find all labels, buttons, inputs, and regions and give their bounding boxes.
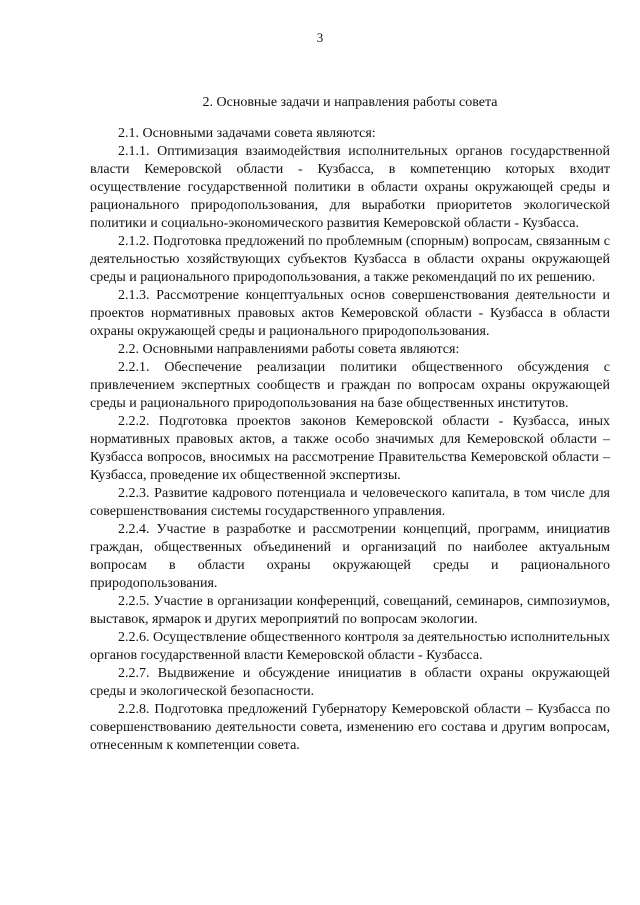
document-body — [90, 94, 610, 755]
paragraph-2-2-1: 2.2.1. Обеспечение реализации политики общественного обсуждения с привлечением экспертных сообществ и граждан по вопросам охраны окружающей среды и рационального природопользования на базе общественных институтов. — [90, 360, 610, 411]
paragraph-2-2-8: 2.2.8. Подготовка предложений Губернатору Кемеровской области – Кузбасса по совершенствованию деятельности совета, изменению его состава и другим вопросам, отнесенным к компетенции совета. — [90, 702, 610, 753]
paragraph-2-2: 2.2. Основными направлениями работы совета являются: — [118, 342, 460, 357]
paragraph-2-2-4: 2.2.4. Участие в разработке и рассмотрении концепций, программ, инициатив граждан, общественных объединений и организаций по наиболее актуальным вопросам в области охраны окружающей среды и рационального природопользования. — [90, 522, 610, 591]
paragraph-2-1-1: 2.1.1. Оптимизация взаимодействия исполнительных органов государственной власти Кемеровской области - Кузбасса, в компетенцию которых входит осуществление государственной политики в области охраны окружающей среды и рационального природопользования, для выработки приоритетов экологической политики и социально-экономического развития Кемеровской области - Кузбасса. — [90, 144, 610, 231]
paragraph-2-2-5: 2.2.5. Участие в организации конференций, совещаний, семинаров, симпозиумов, выставок, ярмарок и других мероприятий по вопросам экологии. — [90, 594, 610, 627]
paragraph-2-2-7: 2.2.7. Выдвижение и обсуждение инициатив в области охраны окружающей среды и экологической безопасности. — [90, 666, 610, 699]
section-title: 2. Основные задачи и направления работы совета — [202, 95, 498, 110]
paragraph-2-1-2: 2.1.2. Подготовка предложений по проблемным (спорным) вопросам, связанным с деятельностью хозяйствующих субъектов Кузбасса в области охраны окружающей среды и рационального природопользования, а также рекомендаций по их решению. — [90, 234, 610, 285]
page-number: 3 — [316, 30, 324, 45]
paragraph-2-2-6: 2.2.6. Осуществление общественного контроля за деятельностью исполнительных органов государственной власти Кемеровской области - Кузбасса. — [90, 630, 610, 663]
paragraph-2-2-2: 2.2.2. Подготовка проектов законов Кемеровской области - Кузбасса, иных нормативных правовых актов, а также особо значимых для Кемеровской области – Кузбасса вопросов, вносимых на рассмотрение Правительства Кемеровской области – Кузбасса, проведение их общественной экспертизы. — [90, 414, 610, 483]
paragraph-2-1-3: 2.1.3. Рассмотрение концептуальных основ совершенствования деятельности и проектов нормативных правовых актов Кемеровской области - Кузбасса в области охраны окружающей среды и рационального природопользования. — [90, 288, 610, 339]
paragraph-2-1: 2.1. Основными задачами совета являются: — [118, 126, 376, 141]
paragraph-2-2-3: 2.2.3. Развитие кадрового потенциала и человеческого капитала, в том числе для совершенствования системы государственного управления. — [90, 486, 610, 519]
